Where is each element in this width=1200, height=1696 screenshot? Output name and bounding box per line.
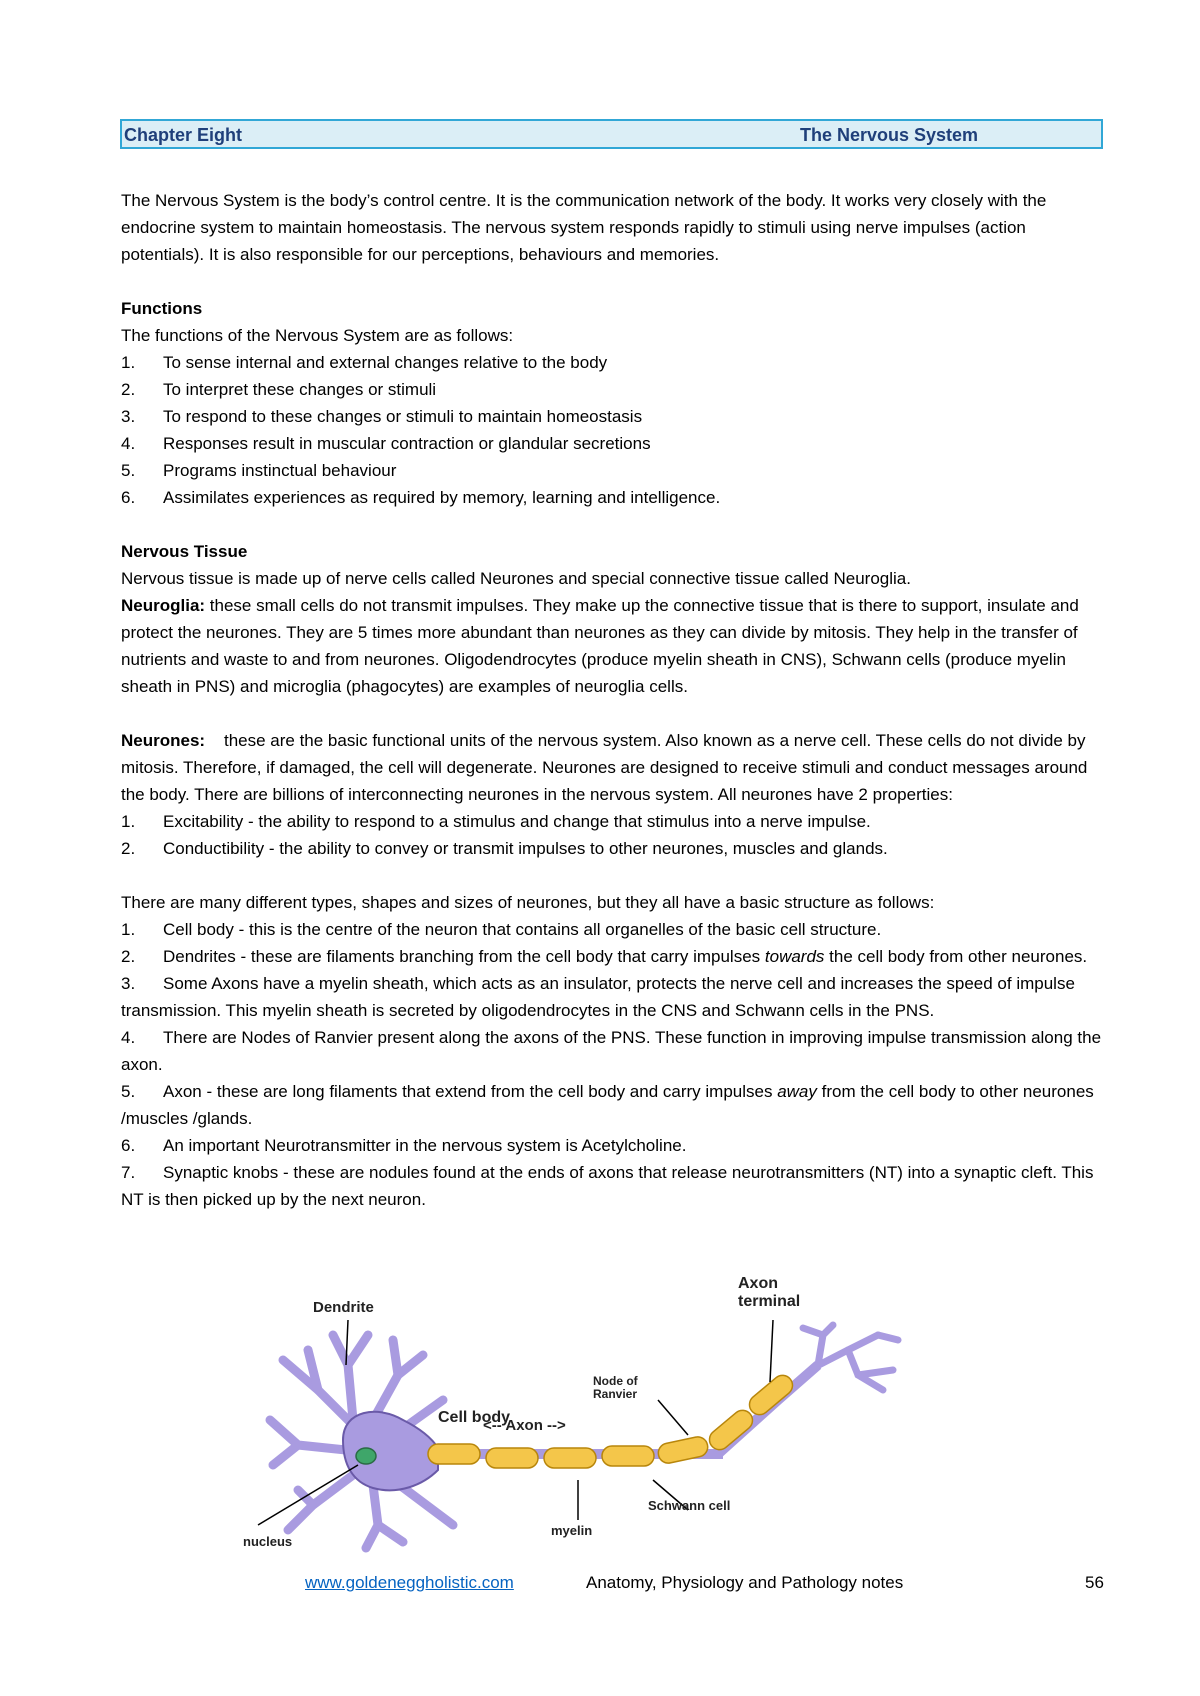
nervous-tissue-lead: Nervous tissue is made up of nerve cells called Neurones and special connective tissue called Neuroglia.: [121, 569, 911, 588]
structure-lead: There are many different types, shapes and sizes of neurones, but they all have a basic structure as follows:: [121, 893, 935, 912]
neuroglia-paragraph: [121, 592, 1106, 700]
list-text: from the cell body to other neurones /muscles /glands.: [121, 1082, 1094, 1128]
list-item: [121, 808, 1106, 835]
list-number: 2.: [121, 947, 136, 966]
list-item: [121, 484, 1106, 511]
list-item: [121, 376, 1106, 403]
chapter-number: Chapter Eight: [124, 125, 243, 145]
list-number: 2.: [121, 839, 136, 858]
label-node-line1: Node of: [593, 1374, 638, 1388]
list-text: the cell body from other neurones.: [824, 947, 1088, 966]
label-cell-body: Cell body: [438, 1409, 511, 1426]
page-number: 56: [1085, 1573, 1104, 1592]
list-number: 1.: [121, 920, 136, 939]
list-text: To sense internal and external changes relative to the body: [163, 353, 608, 372]
list-item: [121, 349, 1106, 376]
neurones-label: Neurones:: [121, 731, 206, 750]
list-item: [121, 835, 1106, 862]
list-number: 4.: [121, 1028, 136, 1047]
list-text: Axon - these are long filaments that extend from the cell body and carry impulses: [163, 1082, 778, 1101]
list-text: Excitability - the ability to respond to a stimulus and change that stimulus into a nerve impulse.: [163, 812, 871, 831]
axon-terminal-branches: [803, 1325, 898, 1390]
list-number: 5.: [121, 1082, 136, 1101]
label-nucleus: nucleus: [243, 1534, 293, 1549]
list-text: Conductibility - the ability to convey or transmit impulses to other neurones, muscles and glands.: [163, 839, 888, 858]
list-emphasis: towards: [764, 947, 825, 966]
label-schwann: Schwann cell: [648, 1498, 731, 1513]
label-axon: <-- Axon -->: [483, 1417, 566, 1434]
list-number: 3.: [121, 974, 136, 993]
list-text: Programs instinctual behaviour: [163, 461, 397, 480]
list-item: [121, 943, 1106, 970]
list-item: [121, 1159, 1106, 1213]
functions-heading: Functions: [121, 299, 203, 318]
neurones-paragraph: [121, 727, 1106, 808]
list-text: Synaptic knobs - these are nodules found at the ends of axons that release neurotransmitters (NT) into a synaptic cleft. This NT is then picked up by the next neuron.: [121, 1163, 1094, 1209]
list-text: Cell body - this is the centre of the neuron that contains all organelles of the basic cell structure.: [163, 920, 882, 939]
structure-list: [121, 916, 1106, 1213]
list-number: 7.: [121, 1163, 136, 1182]
intro-paragraph: The Nervous System is the body’s control centre. It is the communication network of the body. It works very closely with the endocrine system to maintain homeostasis. The nervous system responds rapidly to stimuli using nerve impulses (action potentials). It is also responsible for our perceptions, behaviours and memories.: [121, 191, 1047, 264]
list-item: [121, 430, 1106, 457]
label-myelin: myelin: [551, 1523, 593, 1538]
list-emphasis: away: [777, 1082, 817, 1101]
list-item: [121, 403, 1106, 430]
chapter-header: [120, 119, 1103, 149]
footer-title: Anatomy, Physiology and Pathology notes: [586, 1573, 904, 1592]
functions-list: [121, 349, 1106, 511]
list-item: [121, 457, 1106, 484]
neuron-illustration: [270, 1325, 898, 1548]
list-text: Assimilates experiences as required by memory, learning and intelligence.: [163, 488, 721, 507]
document-body: [121, 187, 1106, 1213]
nucleus-shape: [356, 1448, 376, 1464]
properties-list: [121, 808, 1106, 862]
label-dendrite: Dendrite: [313, 1299, 374, 1316]
list-number: 6.: [121, 1136, 136, 1155]
list-number: 5.: [121, 461, 136, 480]
list-item: [121, 1024, 1106, 1078]
list-number: 2.: [121, 380, 136, 399]
list-number: 6.: [121, 488, 136, 507]
list-text: Some Axons have a myelin sheath, which acts as an insulator, protects the nerve cell and increases the speed of impulse transmission. This myelin sheath is secreted by oligodendrocytes in the CNS and Schwann cells in the PNS.: [121, 974, 1075, 1020]
list-number: 1.: [121, 812, 136, 831]
chapter-title: The Nervous System: [800, 125, 979, 145]
list-text: To interpret these changes or stimuli: [163, 380, 437, 399]
list-number: 1.: [121, 353, 136, 372]
list-text: Dendrites - these are filaments branching from the cell body that carry impulses: [163, 947, 765, 966]
neuroglia-label: Neuroglia:: [121, 596, 206, 615]
list-text: Responses result in muscular contraction or glandular secretions: [163, 434, 651, 453]
nervous-tissue-heading: Nervous Tissue: [121, 542, 248, 561]
neuroglia-text: these small cells do not transmit impulses. They make up the connective tissue that is there to support, insulate and protect the neurones. They are 5 times more abundant than neurones as they can divide by mitosis. They help in the transfer of nutrients and waste to and from neurones. Oligodendrocytes (produce myelin sheath in CNS), Schwann cells (produce myelin sheath in PNS) and microglia (phagocytes) are examples of neuroglia cells.: [121, 596, 1079, 696]
label-axon-terminal-line1: Axon: [738, 1275, 778, 1292]
list-item: [121, 1132, 1106, 1159]
list-item: [121, 1078, 1106, 1132]
neurones-text: these are the basic functional units of the nervous system. Also known as a nerve cell. These cells do not divide by mitosis. Therefore, if damaged, the cell will degenerate. Neurones are designed to receive stimuli and conduct messages around the body. There are billions of interconnecting neurones in the nervous system. All neurones have 2 properties:: [121, 731, 1093, 804]
list-text: There are Nodes of Ranvier present along the axons of the PNS. These function in improving impulse transmission along the axon.: [121, 1028, 1102, 1074]
footer-website-link[interactable]: www.goldeneggholistic.com: [305, 1573, 514, 1592]
functions-lead: The functions of the Nervous System are as follows:: [121, 326, 514, 345]
label-axon-terminal-line2: terminal: [738, 1293, 801, 1310]
neuron-diagram: [243, 1275, 918, 1550]
list-number: 4.: [121, 434, 136, 453]
list-item: [121, 916, 1106, 943]
list-item: [121, 970, 1106, 1024]
list-text: To respond to these changes or stimuli to maintain homeostasis: [163, 407, 643, 426]
list-number: 3.: [121, 407, 136, 426]
label-node-line2: Ranvier: [593, 1387, 638, 1401]
list-text: An important Neurotransmitter in the nervous system is Acetylcholine.: [163, 1136, 687, 1155]
